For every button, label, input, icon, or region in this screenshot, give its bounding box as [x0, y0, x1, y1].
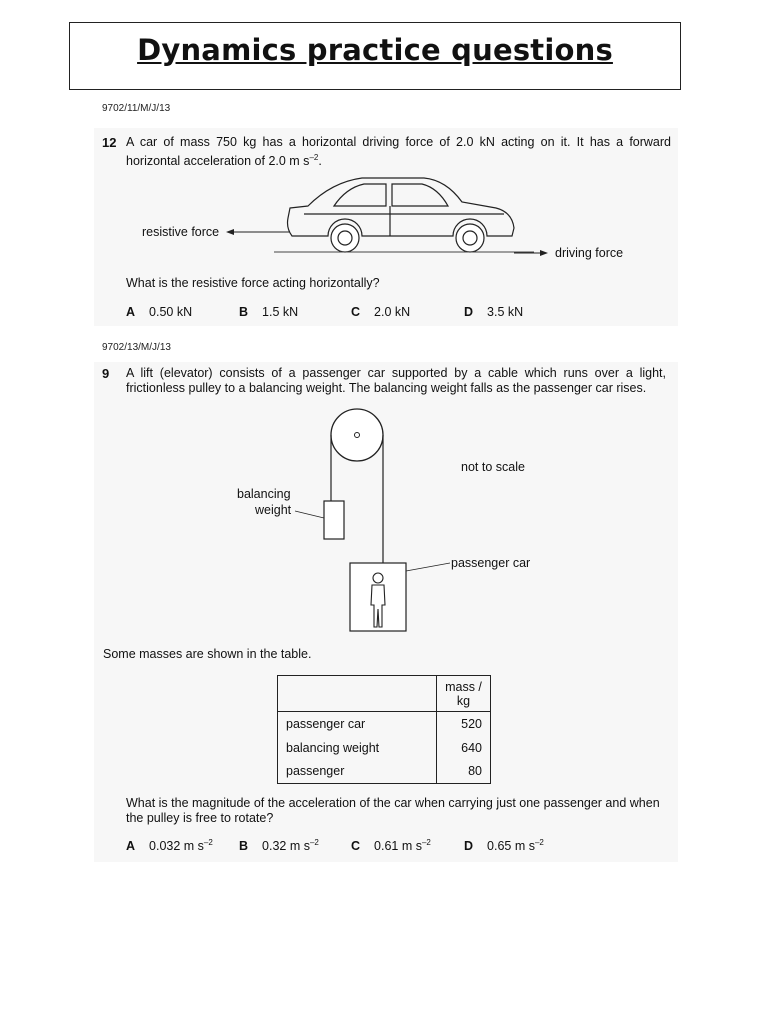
option-letter: A	[126, 305, 136, 319]
row-mass: 80	[437, 760, 491, 784]
option-exponent: –2	[421, 838, 431, 847]
passenger-car-leader-line	[406, 563, 450, 571]
q12-option-d	[464, 305, 523, 319]
q12-text	[126, 135, 671, 169]
q9-question-line1: What is the magnitude of the acceleration of the car when carrying just one passenger and when	[126, 796, 660, 810]
q12-line1: A car of mass 750 kg has a horizontal driving force of 2.0 kN acting on it. It has a forward	[126, 135, 671, 149]
option-letter: B	[239, 305, 249, 319]
q9-line1: A lift (elevator) consists of a passenger car supported by a cable which runs over a light,	[126, 366, 666, 380]
q12-exponent: –2	[309, 153, 319, 162]
row-name: passenger	[278, 760, 437, 784]
mass-table	[277, 675, 491, 784]
balancing-leader-line	[295, 511, 324, 518]
row-mass: 640	[437, 736, 491, 760]
option-letter: D	[464, 305, 474, 319]
table-row	[278, 736, 491, 760]
q12-option-b	[239, 305, 298, 319]
q9-question	[126, 796, 671, 826]
resistive-arrowhead-icon	[226, 229, 234, 235]
q12-line2-end: .	[318, 154, 322, 169]
table-header-row	[278, 676, 491, 712]
q12-number: 12	[102, 135, 117, 150]
label-passenger-car: passenger car	[451, 556, 531, 570]
driving-arrowhead-icon	[540, 250, 548, 256]
q9-question-line2: the pulley is free to rotate?	[126, 811, 274, 825]
label-not-to-scale: not to scale	[461, 460, 525, 474]
option-letter: C	[351, 305, 361, 319]
q12-line2	[126, 150, 671, 169]
label-driving-force: driving force	[555, 246, 624, 260]
q12-line2-text: horizontal acceleration of 2.0 m s	[126, 154, 310, 169]
option-text: 0.32 m s	[262, 839, 310, 854]
option-letter: D	[464, 839, 474, 854]
table-header-mass	[437, 676, 491, 712]
option-letter: A	[126, 839, 136, 854]
option-exponent: –2	[309, 838, 319, 847]
option-exponent: –2	[534, 838, 544, 847]
label-resistive-force: resistive force	[142, 225, 220, 239]
q9-option-a	[126, 838, 213, 853]
car-body-icon	[288, 178, 515, 236]
table-header-blank	[278, 676, 437, 712]
table-intro: Some masses are shown in the table.	[103, 647, 312, 661]
q12-question: What is the resistive force acting horizontally?	[126, 276, 380, 290]
pulley-icon	[331, 409, 383, 461]
label-balancing: balancing	[237, 487, 291, 501]
row-name: balancing weight	[278, 736, 437, 760]
q9-line2: frictionless pulley to a balancing weight. The balancing weight falls as the passenger car rises.	[126, 381, 647, 395]
row-name: passenger car	[278, 712, 437, 736]
option-exponent: –2	[203, 838, 213, 847]
q12-ref: 9702/11/M/J/13	[102, 103, 171, 114]
q9-text	[126, 366, 666, 396]
q9-option-d	[464, 838, 544, 853]
q12-option-a	[126, 305, 192, 319]
q9-number: 9	[102, 366, 110, 381]
q9-option-c	[351, 838, 431, 853]
option-text: 0.50 kN	[149, 305, 193, 319]
q9-option-b	[239, 838, 319, 853]
q9-ref: 9702/13/M/J/13	[102, 342, 171, 353]
option-text: 0.61 m s	[374, 839, 422, 854]
page-title: Dynamics practice questions	[137, 33, 613, 67]
option-text: 2.0 kN	[374, 305, 411, 319]
option-text: 1.5 kN	[262, 305, 299, 319]
table-row	[278, 760, 491, 784]
balancing-weight-icon	[324, 501, 344, 539]
option-text: 0.65 m s	[487, 839, 535, 854]
q12-option-c	[351, 305, 410, 319]
option-letter: C	[351, 839, 361, 854]
label-weight: weight	[255, 503, 292, 517]
lift-diagram	[220, 405, 540, 635]
option-text: 3.5 kN	[487, 305, 524, 319]
option-text: 0.032 m s	[149, 839, 204, 854]
table-row	[278, 712, 491, 736]
car-wheel-icon	[331, 224, 484, 252]
mass-header: mass /	[445, 679, 482, 694]
option-letter: B	[239, 839, 249, 854]
row-mass: 520	[437, 712, 491, 736]
unit-header: kg	[456, 693, 471, 708]
